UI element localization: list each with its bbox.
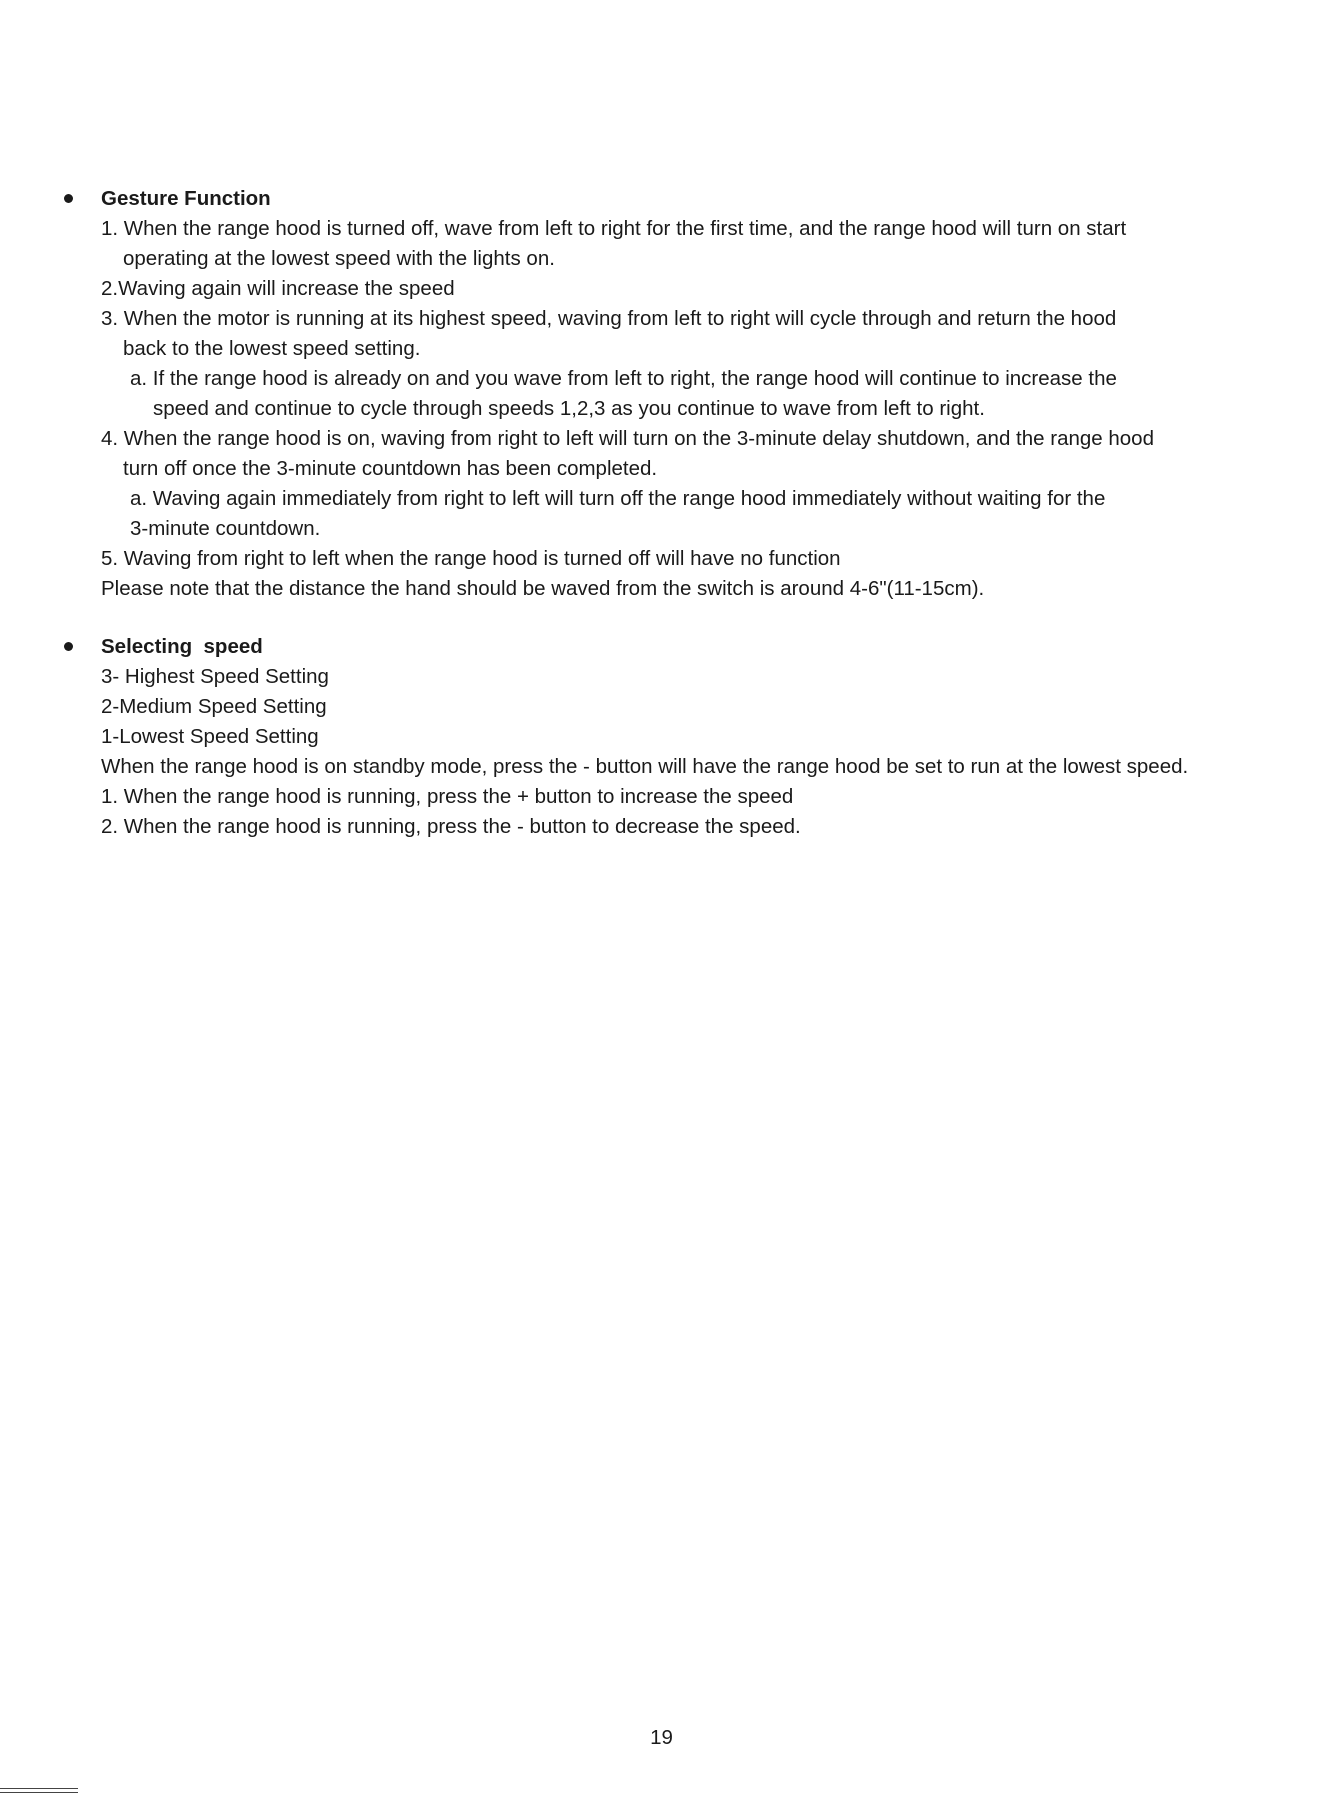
gesture-function-heading: Gesture Function — [101, 187, 271, 210]
gesture-line: a. Waving again immediately from right to left will turn off the range hood immediately without waiting for the — [130, 487, 1106, 510]
gesture-line: operating at the lowest speed with the lights on. — [123, 247, 555, 270]
gesture-note: Please note that the distance the hand should be waved from the switch is around 4-6"(11-15cm). — [101, 577, 985, 600]
bullet-icon — [64, 194, 73, 203]
speed-line: 1-Lowest Speed Setting — [101, 725, 319, 748]
gesture-line: 2.Waving again will increase the speed — [101, 277, 455, 300]
bullet-icon — [64, 642, 73, 651]
gesture-line: a. If the range hood is already on and you wave from left to right, the range hood will continue to increase the — [130, 367, 1117, 390]
gesture-line: 4. When the range hood is on, waving from right to left will turn on the 3-minute delay shutdown, and the range hood — [101, 427, 1154, 450]
speed-line: 2. When the range hood is running, press the - button to decrease the speed. — [101, 815, 801, 838]
gesture-line: 3. When the motor is running at its highest speed, waving from left to right will cycle through and return the hood — [101, 307, 1117, 330]
speed-line: 3- Highest Speed Setting — [101, 665, 329, 688]
speed-line: 2-Medium Speed Setting — [101, 695, 327, 718]
gesture-line: 3-minute countdown. — [130, 517, 321, 540]
gesture-line: turn off once the 3-minute countdown has been completed. — [123, 457, 658, 480]
gesture-line: speed and continue to cycle through speeds 1,2,3 as you continue to wave from left to right. — [153, 397, 985, 420]
page-number: 19 — [650, 1726, 673, 1749]
gesture-line: 1. When the range hood is turned off, wave from left to right for the first time, and the range hood will turn on start — [101, 217, 1127, 240]
speed-line: 1. When the range hood is running, press the + button to increase the speed — [101, 785, 794, 808]
gesture-line: 5. Waving from right to left when the range hood is turned off will have no function — [101, 547, 841, 570]
corner-divider — [0, 1788, 78, 1793]
selecting-speed-heading: Selecting speed — [101, 635, 263, 658]
gesture-line: back to the lowest speed setting. — [123, 337, 421, 360]
speed-line: When the range hood is on standby mode, press the - button will have the range hood be set to run at the lowest speed. — [101, 755, 1189, 778]
